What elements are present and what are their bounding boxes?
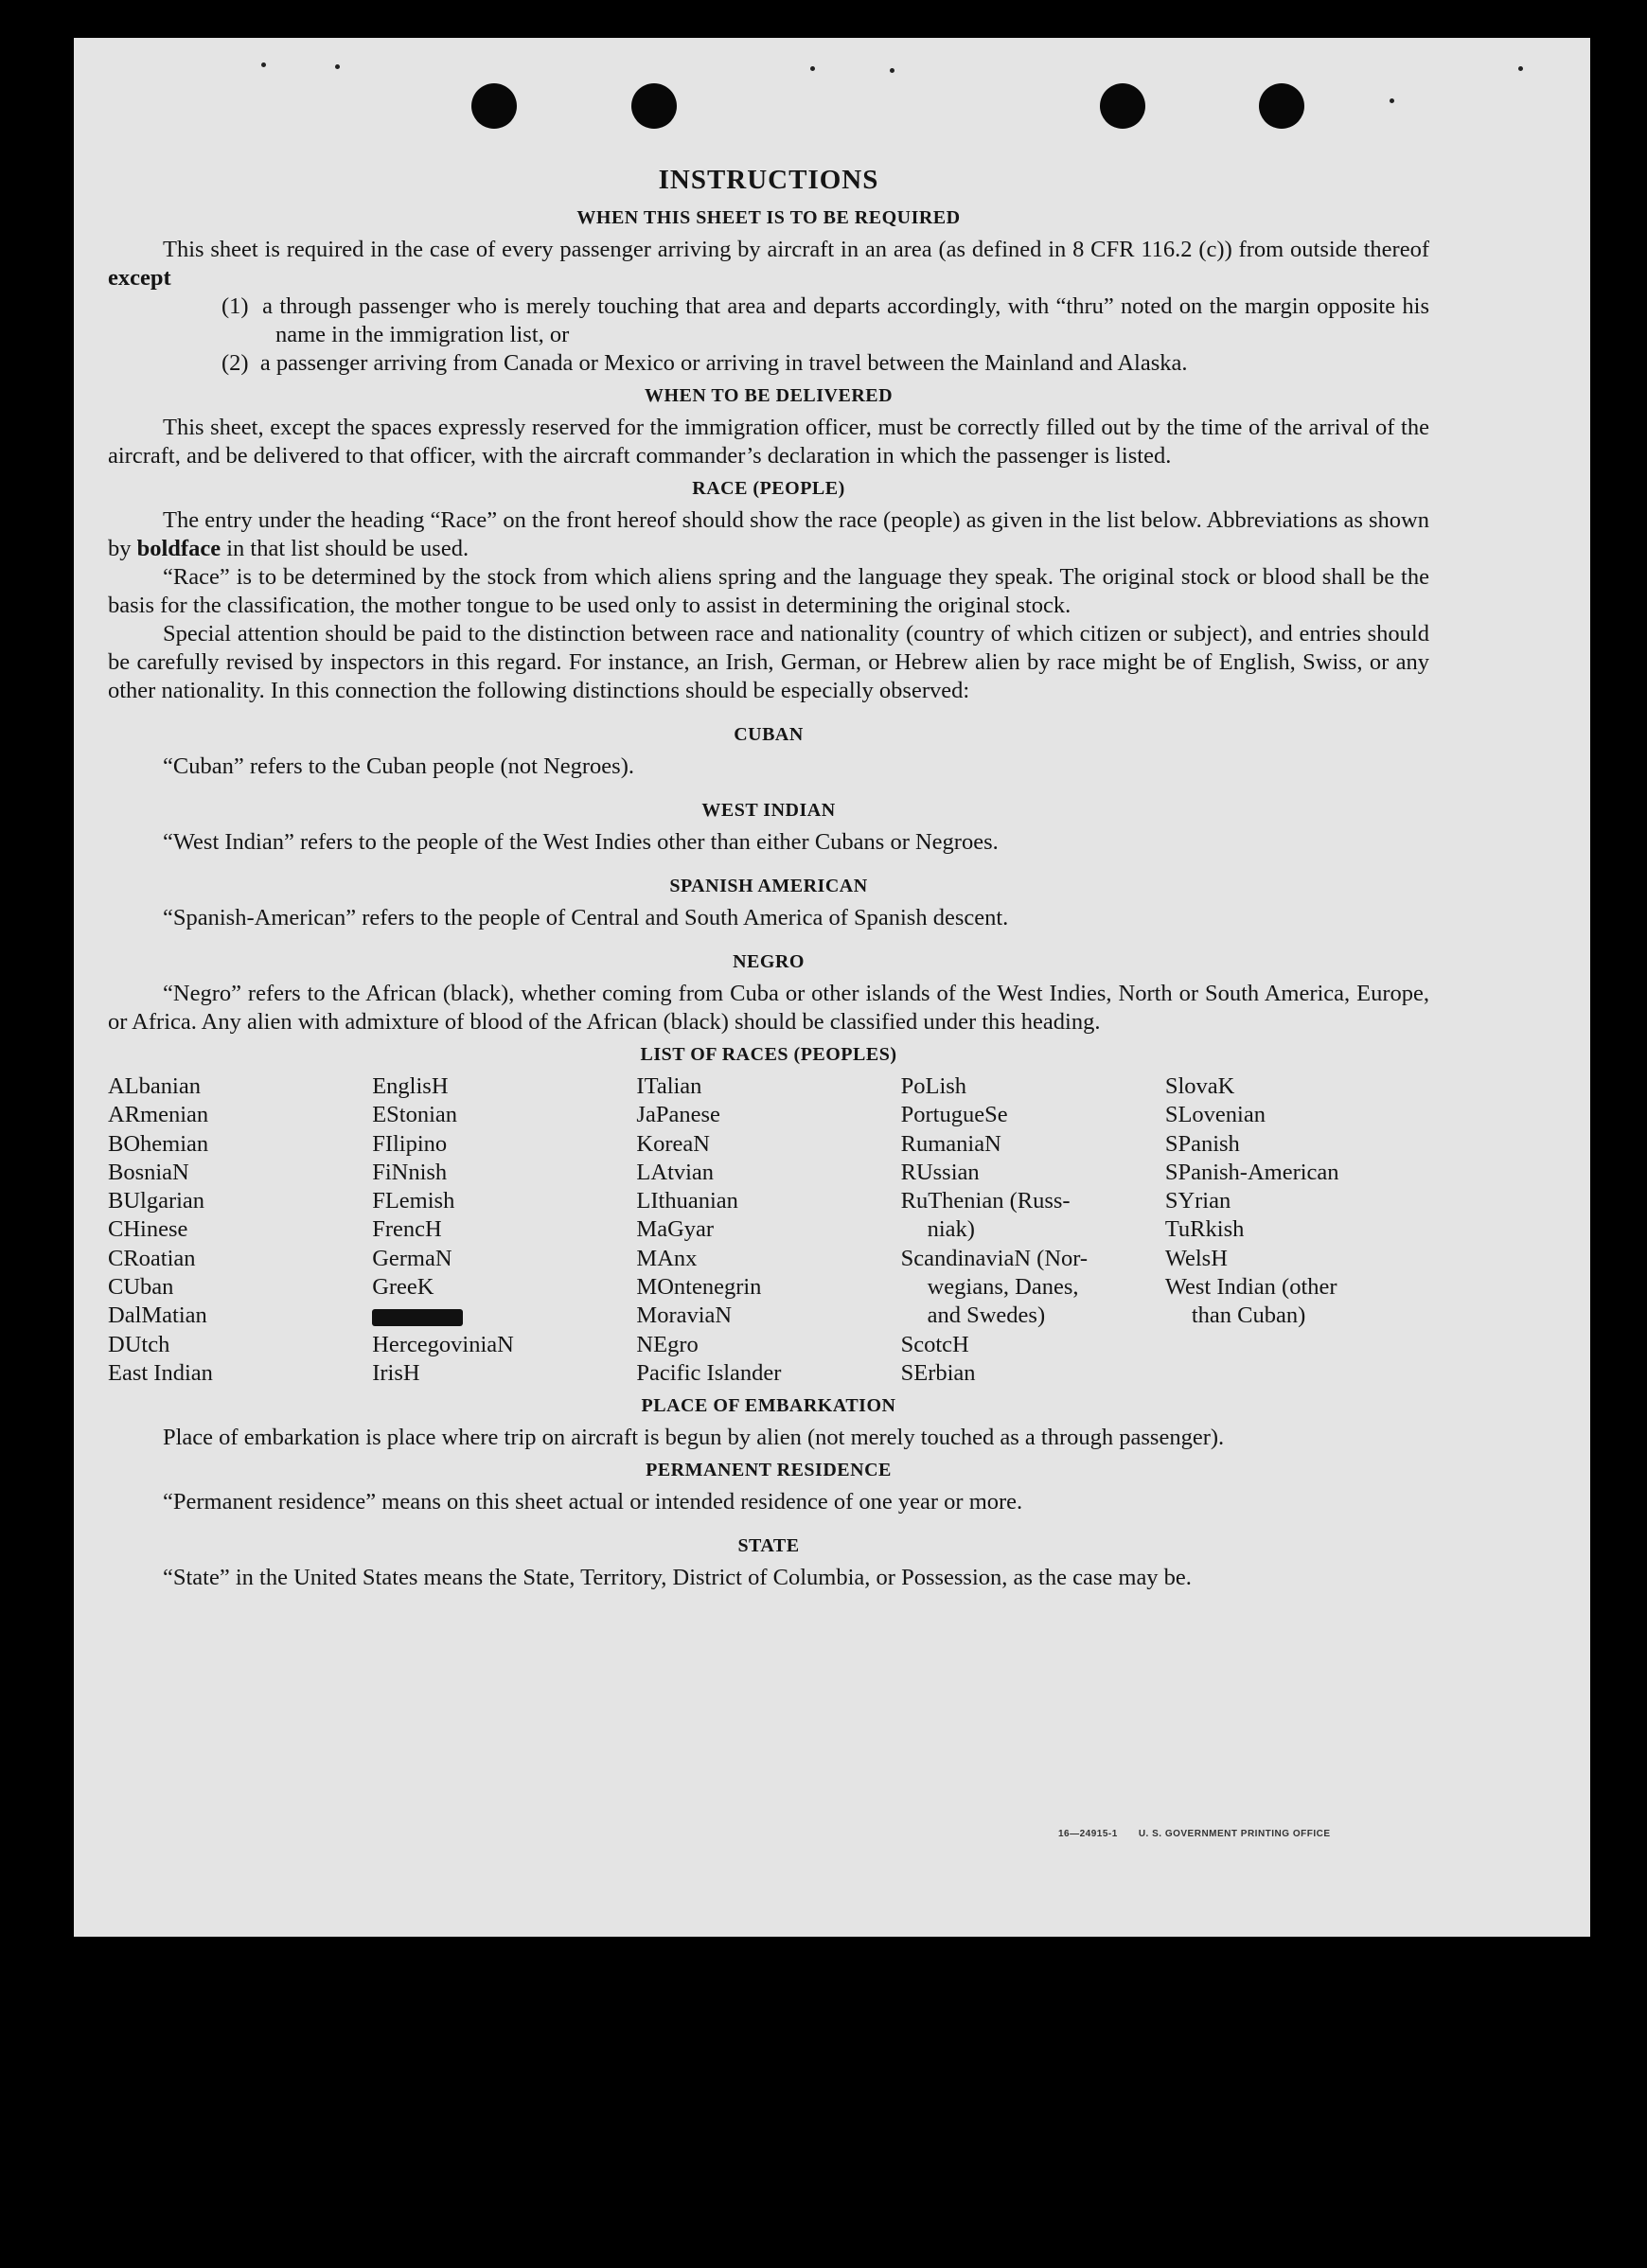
list-item: RUssian: [900, 1159, 980, 1185]
page-title: INSTRUCTIONS: [658, 165, 879, 195]
list-item: ARmenian: [108, 1102, 209, 1128]
residence-text: “Permanent residence” means on this sheet actual or intended residence of one year or more.: [163, 1489, 1023, 1515]
list-item: FIlipino: [372, 1130, 448, 1157]
speck: [1518, 66, 1523, 71]
list-item: DalMatian: [108, 1302, 207, 1329]
list-item: RumaniaN: [900, 1130, 1001, 1157]
heading-delivered: WHEN TO BE DELIVERED: [644, 385, 894, 406]
races-column-4: [901, 1072, 1165, 1388]
list-item: MOntenegrin: [636, 1274, 762, 1301]
list-item: JaPanese: [636, 1102, 720, 1128]
heading-required: WHEN THIS SHEET IS TO BE REQUIRED: [576, 207, 961, 228]
heading-cuban: CUBAN: [734, 724, 804, 745]
form-number: 16—24915-1: [1058, 1829, 1118, 1839]
list-item-continuation: and Swedes): [927, 1302, 1046, 1329]
races-list: [108, 1072, 1429, 1388]
except-word: except: [108, 265, 171, 291]
list-item: FLemish: [372, 1188, 455, 1214]
heading-list-of-races: LIST OF RACES (PEOPLES): [640, 1044, 897, 1065]
speck: [890, 68, 894, 73]
list-item: ITalian: [636, 1073, 702, 1099]
list-item: HercegoviniaN: [372, 1331, 514, 1357]
list-item: EnglisH: [372, 1073, 449, 1099]
cuban-text: “Cuban” refers to the Cuban people (not Negroes).: [163, 753, 634, 779]
list-item: LIthuanian: [636, 1188, 738, 1214]
list-item: SLovenian: [1164, 1102, 1266, 1128]
list-item: BOhemian: [108, 1130, 209, 1157]
race-p1: The entry under the heading “Race” on the front hereof should show the race (people) as given in the list below. Abbreviations as shown by boldface in that list should be used.: [108, 507, 1429, 561]
list-item: FrencH: [372, 1216, 442, 1243]
printer-name: U. S. GOVERNMENT PRINTING OFFICE: [1138, 1829, 1331, 1839]
list-item: KoreaN: [636, 1130, 710, 1157]
punch-hole: [1259, 83, 1304, 129]
spanish-american-text: “Spanish-American” refers to the people of Central and South America of Spanish descent.: [163, 905, 1009, 930]
list-item: SPanish: [1164, 1130, 1240, 1157]
heading-embarkation: PLACE OF EMBARKATION: [641, 1395, 896, 1417]
redaction-mark: [372, 1309, 463, 1326]
list-item: SYrian: [1164, 1188, 1231, 1214]
speck: [335, 64, 340, 69]
west-indian-text: “West Indian” refers to the people of the West Indies other than either Cubans or Negroes.: [163, 829, 999, 855]
punch-hole: [631, 83, 677, 129]
list-item: SPanish-American: [1164, 1159, 1339, 1185]
list-item: DUtch: [108, 1331, 170, 1357]
list-item: BUlgarian: [108, 1188, 205, 1214]
races-column-3: [636, 1072, 900, 1388]
list-item: TuRkish: [1164, 1216, 1245, 1243]
list-item: MAnx: [636, 1245, 698, 1271]
punch-hole: [471, 83, 517, 129]
list-item: MoraviaN: [636, 1302, 733, 1329]
list-item: LAtvian: [636, 1159, 715, 1185]
races-column-1: [108, 1072, 372, 1388]
list-item-redacted: [372, 1302, 636, 1330]
list-item: BosniaN: [108, 1159, 189, 1185]
list-item: NEgro: [636, 1331, 699, 1357]
negro-text: “Negro” refers to the African (black), whether coming from Cuba or other islands of the West Indies, North or South America, Europe, or Africa. Any alien with admixture of blood of the African (black) should be classified under this heading.: [108, 981, 1429, 1035]
list-item: PortugueSe: [900, 1102, 1008, 1128]
race-p2: “Race” is to be determined by the stock from which aliens spring and the language they speak. The original stock or blood shall be the basis for the classification, the mother tongue to be used only to assist in determining the original stock.: [108, 564, 1429, 618]
list-item: CHinese: [108, 1216, 188, 1243]
list-item: GreeK: [372, 1274, 434, 1301]
heading-negro: NEGRO: [733, 951, 805, 972]
race-p3: Special attention should be paid to the distinction between race and nationality (country of which citizen or subject), and entries should be carefully revised by inspectors in this regard. For instance, an Irish, German, or Hebrew alien by race might be of English, Swiss, or any other nationality. In this connection the following distinctions should be especially observed:: [108, 621, 1429, 703]
races-column-2: [372, 1072, 636, 1388]
list-item: GermaN: [372, 1245, 452, 1271]
exception-2: (2) a passenger arriving from Canada or Mexico or arriving in travel between the Mainland and Alaska.: [221, 350, 1188, 376]
list-item: FiNnish: [372, 1159, 448, 1185]
list-item: ScotcH: [900, 1331, 969, 1357]
required-intro: This sheet is required in the case of every passenger arriving by aircraft in an area (as defined in 8 CFR 116.2 (c)) from outside thereof except: [108, 237, 1429, 291]
heading-state: STATE: [737, 1535, 800, 1557]
list-item: WelsH: [1164, 1245, 1228, 1271]
list-item-continuation: wegians, Danes,: [927, 1274, 1079, 1301]
races-column-5: [1165, 1072, 1429, 1388]
embarkation-text: Place of embarkation is place where trip on aircraft is begun by alien (not merely touched as a through passenger).: [163, 1425, 1225, 1451]
instructions-content: [108, 166, 1429, 1592]
list-item: Pacific Islander: [636, 1359, 782, 1386]
delivered-text: This sheet, except the spaces expressly reserved for the immigration officer, must be correctly filled out by the time of the arrival of the aircraft, and be delivered to that officer, with the aircraft commander’s declaration in which the passenger is listed.: [108, 415, 1429, 469]
list-item-continuation: niak): [927, 1216, 975, 1243]
speck: [810, 66, 815, 71]
punch-hole: [1100, 83, 1145, 129]
document-page: [74, 38, 1590, 1937]
list-item: East Indian: [108, 1359, 213, 1386]
list-item: ALbanian: [108, 1073, 201, 1099]
list-item: CRoatian: [108, 1245, 196, 1271]
printer-imprint: [1058, 1829, 1352, 1839]
list-item: RuThenian (Russ-: [900, 1188, 1071, 1214]
list-item-continuation: than Cuban): [1191, 1302, 1306, 1329]
speck: [261, 62, 266, 67]
list-item: IrisH: [372, 1359, 420, 1386]
list-item: SErbian: [900, 1359, 976, 1386]
heading-spanish-american: SPANISH AMERICAN: [669, 876, 868, 896]
speck: [1390, 98, 1394, 103]
heading-residence: PERMANENT RESIDENCE: [646, 1460, 892, 1481]
list-item: PoLish: [900, 1073, 967, 1099]
list-item: EStonian: [372, 1102, 458, 1128]
list-item: ScandinaviaN (Nor-: [900, 1245, 1089, 1271]
list-item: MaGyar: [636, 1216, 715, 1243]
exception-1: (1) a through passenger who is merely touching that area and departs accordingly, with “thru” noted on the margin opposite his name in the immigration list, or: [221, 293, 1429, 347]
list-item: CUban: [108, 1274, 174, 1301]
heading-west-indian: WEST INDIAN: [701, 800, 836, 821]
heading-race: RACE (PEOPLE): [692, 478, 845, 499]
list-item: West Indian (other: [1164, 1274, 1337, 1301]
list-item: SlovaK: [1164, 1073, 1235, 1099]
state-text: “State” in the United States means the State, Territory, District of Columbia, or Possession, as the case may be.: [163, 1565, 1192, 1591]
